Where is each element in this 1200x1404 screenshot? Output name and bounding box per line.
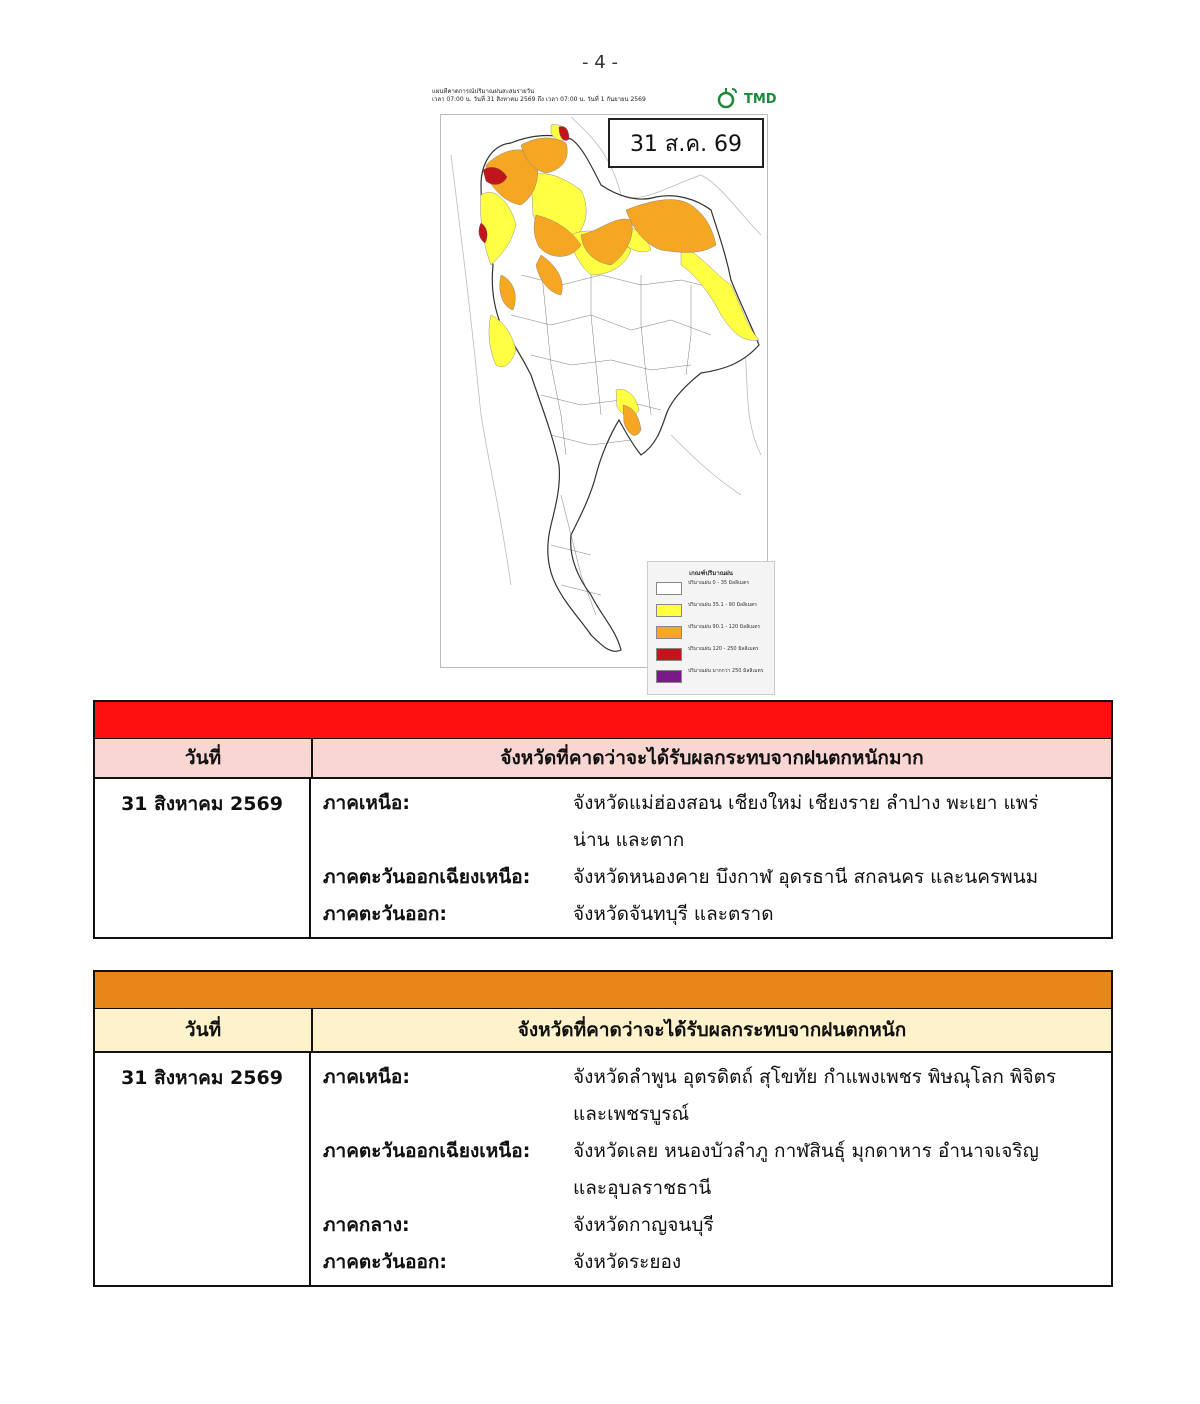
table-header	[95, 1009, 1111, 1053]
legend-item	[656, 624, 772, 642]
legend-label: ปริมาณฝน 35.1 - 90 มิลลิเมตร	[688, 602, 757, 608]
legend-label: ปริมาณฝน 0 - 35 มิลลิเมตร	[688, 580, 750, 586]
region-provinces	[573, 1133, 1111, 1207]
severity-band-red	[95, 702, 1111, 739]
province-line: น่าน และตาก	[573, 829, 685, 851]
province-line: จังหวัดหนองคาย บึงกาฬ อุดรธานี สกลนคร และนครพนม	[573, 866, 1039, 888]
region-provinces	[573, 785, 1111, 859]
legend-label: ปริมาณฝน มากกว่า 250 มิลลิเมตร	[688, 668, 764, 674]
table-header	[95, 739, 1111, 779]
map-header-line: เวลา 07:00 น. วันที่ 31 สิงหาคม 2569 ถึง เวลา 07:00 น. วันที่ 1 กันยายน 2569	[432, 96, 646, 103]
legend-swatch-purple	[656, 670, 682, 683]
region-name: ภาคตะวันออก:	[323, 903, 448, 925]
legend-swatch-red	[656, 648, 682, 661]
region-row	[323, 785, 1111, 859]
map-frame	[440, 114, 768, 674]
region-name: ภาคเหนือ:	[323, 1066, 410, 1088]
legend-swatch-orange	[656, 626, 682, 639]
province-line: จังหวัดแม่ฮ่องสอน เชียงใหม่ เชียงราย ลำปาง พะเยา แพร่	[573, 792, 1039, 814]
region-row	[323, 1207, 1111, 1244]
table-row	[95, 779, 1111, 937]
province-line: จังหวัดลำพูน อุตรดิตถ์ สุโขทัย กำแพงเพชร พิษณุโลก พิจิตร	[573, 1066, 1057, 1088]
region-list	[311, 779, 1111, 937]
map-header	[432, 88, 712, 112]
legend-item	[656, 580, 772, 598]
tmd-logo-icon	[716, 86, 742, 110]
legend-title: เกณฑ์ปริมาณฝน	[689, 570, 733, 577]
region-name: ภาคตะวันออกเฉียงเหนือ:	[323, 866, 531, 888]
province-line: และอุบลราชธานี	[573, 1177, 712, 1199]
heavy-rain-table	[93, 970, 1113, 1287]
legend-item	[656, 646, 772, 664]
region-row	[323, 1244, 1111, 1281]
region-row	[323, 896, 1111, 933]
header-title: จังหวัดที่คาดว่าจะได้รับผลกระทบจากฝนตกหนักมาก	[500, 747, 924, 769]
province-line: จังหวัดเลย หนองบัวลำภู กาฬสินธุ์ มุกดาหาร อำนาจเจริญ	[573, 1140, 1039, 1162]
region-row	[323, 1059, 1111, 1133]
map-date-label: 31 ส.ค. 69	[608, 118, 764, 168]
header-date: วันที่	[95, 739, 313, 777]
region-provinces	[573, 1244, 1111, 1281]
logo-text: TMD	[744, 92, 777, 107]
header-title: จังหวัดที่คาดว่าจะได้รับผลกระทบจากฝนตกหนัก	[517, 1019, 907, 1041]
page-number: - 4 -	[582, 52, 618, 73]
legend-label: ปริมาณฝน 90.1 - 120 มิลลิเมตร	[688, 624, 761, 630]
region-provinces	[573, 1059, 1111, 1133]
header-date: วันที่	[95, 1009, 313, 1051]
region-list	[311, 1053, 1111, 1285]
province-line: จังหวัดระยอง	[573, 1251, 682, 1273]
region-provinces	[573, 1207, 1111, 1244]
table-row	[95, 1053, 1111, 1285]
legend-swatch-yellow	[656, 604, 682, 617]
rainfall-map-figure	[428, 84, 778, 674]
legend-label: ปริมาณฝน 120 - 250 มิลลิเมตร	[688, 646, 759, 652]
row-date: 31 สิงหาคม 2569	[95, 779, 311, 937]
row-date: 31 สิงหาคม 2569	[95, 1053, 311, 1285]
region-name: ภาคเหนือ:	[323, 792, 410, 814]
map-legend	[647, 561, 775, 695]
region-provinces	[573, 896, 1111, 933]
severity-band-orange	[95, 972, 1111, 1009]
region-provinces	[573, 859, 1111, 896]
region-row	[323, 859, 1111, 896]
map-header-line: แผนที่คาดการณ์ปริมาณฝนสะสมรายวัน	[432, 88, 535, 95]
region-name: ภาคตะวันออก:	[323, 1251, 448, 1273]
region-name: ภาคตะวันออกเฉียงเหนือ:	[323, 1140, 531, 1162]
legend-item	[656, 602, 772, 620]
region-name: ภาคกลาง:	[323, 1214, 410, 1236]
province-line: และเพชรบูรณ์	[573, 1103, 690, 1125]
very-heavy-rain-table	[93, 700, 1113, 939]
tmd-logo	[714, 84, 776, 114]
region-row	[323, 1133, 1111, 1207]
province-line: จังหวัดจันทบุรี และตราด	[573, 903, 774, 925]
legend-item	[656, 668, 772, 686]
legend-swatch-white	[656, 582, 682, 595]
province-line: จังหวัดกาญจนบุรี	[573, 1214, 714, 1236]
